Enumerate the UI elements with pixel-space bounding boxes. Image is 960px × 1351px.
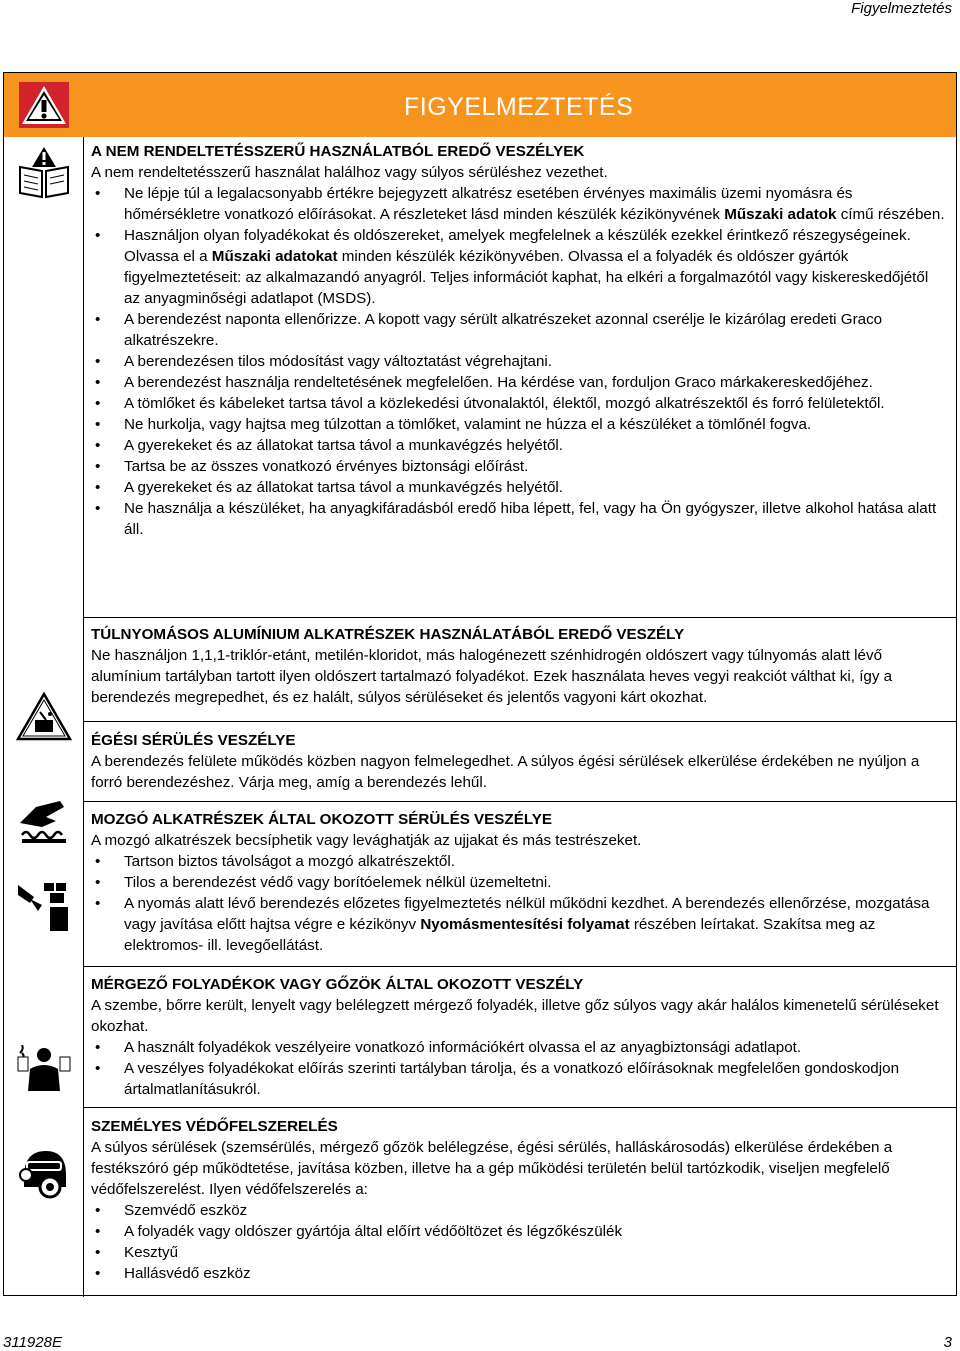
divider-aluminum [83, 617, 957, 618]
list-item: • A berendezést naponta ellenőrizze. A kopott vagy sérült alkatrészeket azonnal cserélje le kizárólag eredeti Graco alkatrészekre. [91, 309, 946, 351]
list-item: • Tartsa be az összes vonatkozó érvényes biztonsági előírást. [91, 456, 946, 477]
list-item: • A nyomás alatt lévő berendezés előzetes figyelmeztetés nélkül működni kezdhet. A berendezés ellenőrzése, mozgatása vagy javítása előtt hajtsa végre e kézikönyv Nyomásmentesítési folyamat részében leírtakat. Szakítsa meg az elektromos- ill. levegőellátást. [91, 893, 946, 956]
read-manual-icon [16, 147, 72, 199]
section-list [91, 183, 946, 540]
list-item: • A berendezést használja rendeltetésének megfelelően. Ha kérdése van, forduljon Graco márkakereskedőjéhez. [91, 372, 946, 393]
list-item: • Hallásvédő eszköz [91, 1263, 946, 1284]
section-list [91, 1037, 946, 1100]
section-body: A berendezés felülete működés közben nagyon felmelegedhet. A súlyos égési sérülések elkerülése érdekében ne nyúljon a forró berendezéshez. Várja meg, amíg a berendezés lehűl. [91, 753, 920, 791]
list-item: • A gyerekeket és az állatokat tartsa távol a munkavégzés helyétől. [91, 477, 946, 498]
section-list [91, 851, 946, 956]
list-item: • Használjon olyan folyadékokat és oldószereket, amelyek megfelelnek a készülék ezekkel érintkező részegységeinek. Olvassa el a Műszaki adatokat minden készülék kézikönyvében. Olvassa el a folyadék és oldószer gyártók figyelmeztetéseit: az alkalmazandó anyagról. Teljes információt kaphat, ha elkéri a forgalmazótól vagy kiskereskedőjétől az anyagminőségi adatlapot (MSDS). [91, 225, 946, 309]
page-number: 3 [943, 1334, 952, 1351]
list-item: • A használt folyadékok veszélyeire vonatkozó információkért olvassa el az anyagbiztonsági adatlapot. [91, 1037, 946, 1058]
list-item: • Ne hurkolja, vagy hajtsa meg túlzottan a tömlőket, valamint ne húzza el a készüléket a tömlőnél fogva. [91, 414, 946, 435]
section-intro: A súlyos sérülések (szemsérülés, mérgező gőzök belélegzése, égési sérülés, halláskárosodás) elkerülése érdekében a festékszóró gép működtetése, javítása közben, illetve ha a gép működési területén belül tartózkodik, viseljen megfelelő védőfelszerelést. Ilyen védőfelszerelés a: [91, 1139, 893, 1198]
pressurized-aluminum-icon [16, 692, 72, 742]
list-item: • Ne lépje túl a legalacsonyabb értékre bejegyzett alkatrész esetében érvényes maximális üzemi nyomásra és hőmérsékletre vonatkozó előírásokat. A részleteket lásd minden készülék kézikönyvének Műszaki adatok című részében. [91, 183, 946, 225]
list-item: • Kesztyű [91, 1242, 946, 1263]
section-heading: MÉRGEZŐ FOLYADÉKOK VAGY GŐZÖK ÁLTAL OKOZOTT VESZÉLY [91, 976, 584, 993]
section-list [91, 1200, 946, 1284]
section-body: Ne használjon 1,1,1-triklór-etánt, metilén-kloridot, más halogénezett szénhidrogén oldószert vagy túlnyomás alatt lévő alumínium tartályban tartott ilyen oldószert tartalmazó folyadékot. Ezek használata heves vegyi reakciót válthat ki, így a berendezés megrepedhet, és ez halált, súlyos sérüléseket és jelentős vagyoni kárt okozhat. [91, 647, 893, 706]
list-item: • A veszélyes folyadékokat előírás szerinti tartályban tárolja, és a vonatkozó előírásoknak megfelelően gondoskodjon ártalmatlanításukról. [91, 1058, 946, 1100]
divider-toxic [83, 966, 957, 967]
section-aluminum [91, 624, 946, 708]
section-heading: MOZGÓ ALKATRÉSZEK ÁLTAL OKOZOTT SÉRÜLÉS VESZÉLYE [91, 811, 552, 828]
section-heading: SZEMÉLYES VÉDŐFELSZERELÉS [91, 1118, 338, 1135]
section-heading: TÚLNYOMÁSOS ALUMÍNIUM ALKATRÉSZEK HASZNÁLATÁBÓL EREDŐ VESZÉLY [91, 626, 685, 643]
document-number: 311928E [3, 1334, 62, 1351]
section-heading: A NEM RENDELTETÉSSZERŰ HASZNÁLATBÓL EREDŐ VESZÉLYEK [91, 143, 585, 160]
list-item: • A tömlőket és kábeleket tartsa távol a közlekedési útvonalaktól, élektől, mozgó alkatrészektől és forró felületektől. [91, 393, 946, 414]
icon-column [4, 137, 84, 1297]
list-item: • Ne használja a készüléket, ha anyagkifáradásból eredő hiba lépett, fel, vagy ha Ön gyógyszer, illetve alkohol hatása alatt áll. [91, 498, 946, 540]
section-ppe [91, 1116, 946, 1284]
section-intro: A nem rendeltetésszerű használat halálhoz vagy súlyos sérüléshez vezethet. [91, 164, 608, 181]
section-moving [91, 809, 946, 956]
warning-header [4, 73, 956, 137]
divider-moving [83, 801, 957, 802]
toxic-fumes-icon [16, 1045, 72, 1093]
list-item: • A folyadék vagy oldószer gyártója által előírt védőöltözet és légzőkészülék [91, 1221, 946, 1242]
protective-equipment-icon [16, 1147, 72, 1201]
section-misuse [91, 141, 946, 540]
section-heading: ÉGÉSI SÉRÜLÉS VESZÉLYE [91, 732, 296, 749]
section-intro: A mozgó alkatrészek becsíphetik vagy levághatják az ujjakat és más testrészeket. [91, 832, 642, 849]
list-item: • Tilos a berendezést védő vagy borítóelemek nélkül üzemeltetni. [91, 872, 946, 893]
list-item: • Tartson biztos távolságot a mozgó alkatrészektől. [91, 851, 946, 872]
section-intro: A szembe, bőrre került, lenyelt vagy belélegzett mérgező folyadék, illetve gőz súlyos vagy akár halálos kimenetelű sérüléseket okozhat. [91, 997, 939, 1035]
page-title: FIGYELMEZTETÉS [404, 93, 634, 121]
moving-parts-icon [16, 881, 72, 933]
section-burn [91, 730, 946, 793]
divider-ppe [83, 1107, 957, 1108]
list-item: • A gyerekeket és az állatokat tartsa távol a munkavégzés helyétől. [91, 435, 946, 456]
divider-burn [83, 721, 957, 722]
running-header: Figyelmeztetés [851, 0, 952, 17]
section-toxic [91, 974, 946, 1100]
list-item: • Szemvédő eszköz [91, 1200, 946, 1221]
list-item: • A berendezésen tilos módosítást vagy változtatást végrehajtani. [91, 351, 946, 372]
warning-triangle-icon [19, 82, 69, 128]
burn-hazard-icon [16, 797, 72, 845]
